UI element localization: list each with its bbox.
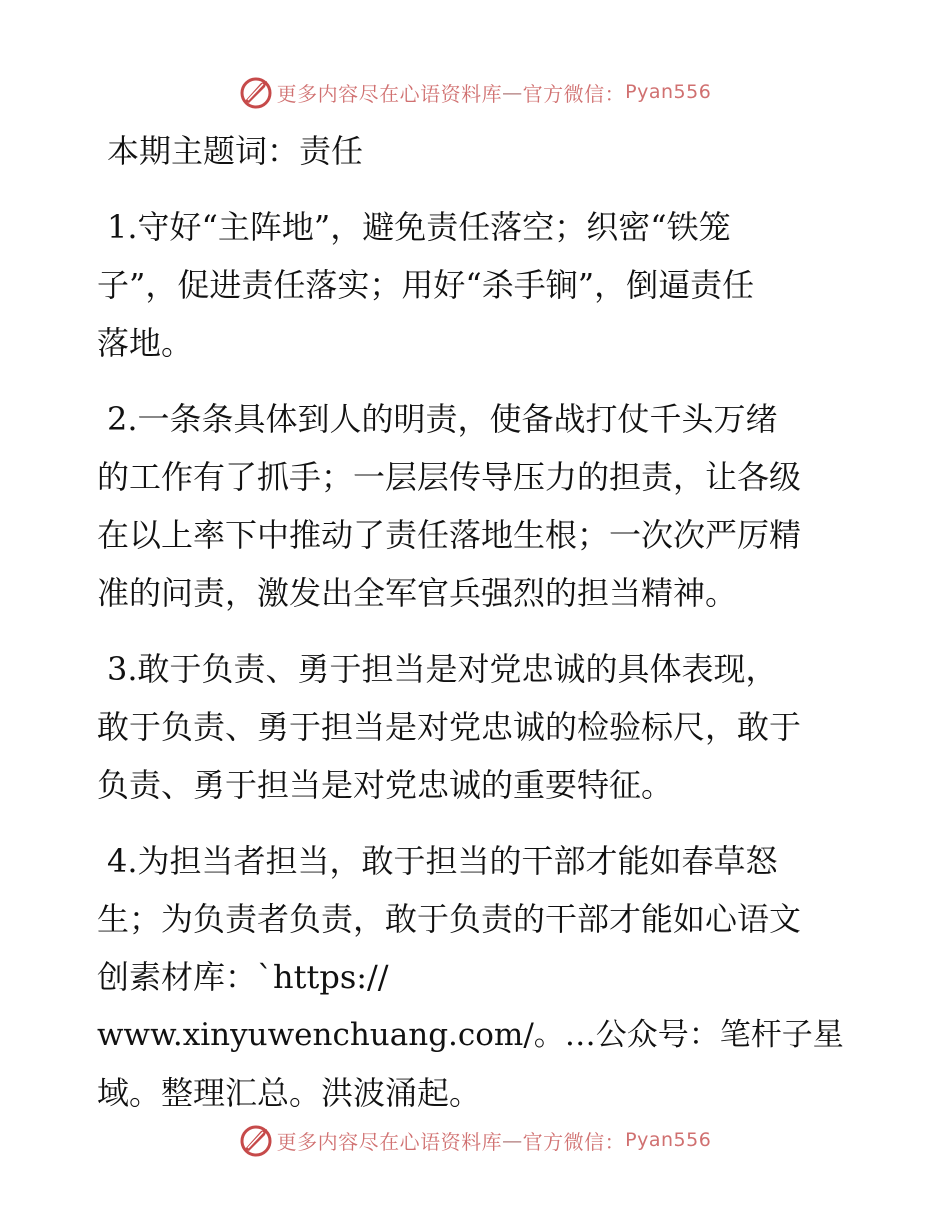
title-line: 本期主题词：责任: [107, 132, 364, 170]
paragraph-line: 生；为负责者负责，敢于负责的干部才能如心语文: [97, 900, 802, 938]
pen-nib-logo-icon: [239, 1123, 273, 1157]
header-text: 更多内容尽在心语资料库: [276, 81, 503, 106]
paragraph-4: [97, 832, 852, 1122]
footer-banner: [0, 1120, 950, 1160]
document-body: [97, 122, 852, 1122]
paragraph-line: 子”，促进责任落实；用好“杀手锏”，倒逼责任: [97, 266, 755, 304]
paragraph-line: 4.为担当者担当，敢于担当的干部才能如春草怒: [107, 842, 778, 880]
header-wechat-id: Pyan556: [625, 81, 712, 103]
footer-wechat-id: Pyan556: [625, 1129, 712, 1151]
paragraph-3: [97, 640, 852, 814]
header-separator: —: [502, 80, 523, 104]
paragraph-line: 1.守好“主阵地”，避免责任落空；织密“铁笼: [107, 208, 731, 246]
paragraph-line: 负责、勇于担当是对党忠诚的重要特征。: [97, 766, 674, 804]
paragraph-line: 域。整理汇总。洪波涌起。: [97, 1074, 482, 1112]
paragraph-1: [97, 198, 852, 372]
paragraph-line: 创素材库：`https://: [97, 958, 389, 996]
paragraph-line: www.xinyuwenchuang.com/。…公众号：笔杆子星: [97, 1017, 844, 1053]
paragraph-2: [97, 390, 852, 622]
header-banner: [0, 72, 950, 112]
paragraph-line: 在以上率下中推动了责任落地生根；一次次严厉精: [97, 516, 802, 554]
paragraph-line: 准的问责，激发出全军官兵强烈的担当精神。: [97, 574, 738, 612]
footer-separator: —: [502, 1128, 523, 1152]
header-wechat-label: 官方微信：: [522, 81, 626, 106]
paragraph-line: 2.一条条具体到人的明责，使备战打仗千头万绪: [107, 400, 778, 438]
footer-text: 更多内容尽在心语资料库: [276, 1129, 503, 1154]
pen-nib-logo-icon: [239, 75, 273, 109]
paragraph-line: 的工作有了抓手；一层层传导压力的担责，让各级: [97, 458, 802, 496]
paragraph-line: 3.敢于负责、勇于担当是对党忠诚的具体表现，: [107, 650, 778, 688]
paragraph-line: 敢于负责、勇于担当是对党忠诚的检验标尺，敢于: [97, 708, 802, 746]
paragraph-line: 落地。: [97, 324, 194, 362]
footer-wechat-label: 官方微信：: [522, 1129, 626, 1154]
